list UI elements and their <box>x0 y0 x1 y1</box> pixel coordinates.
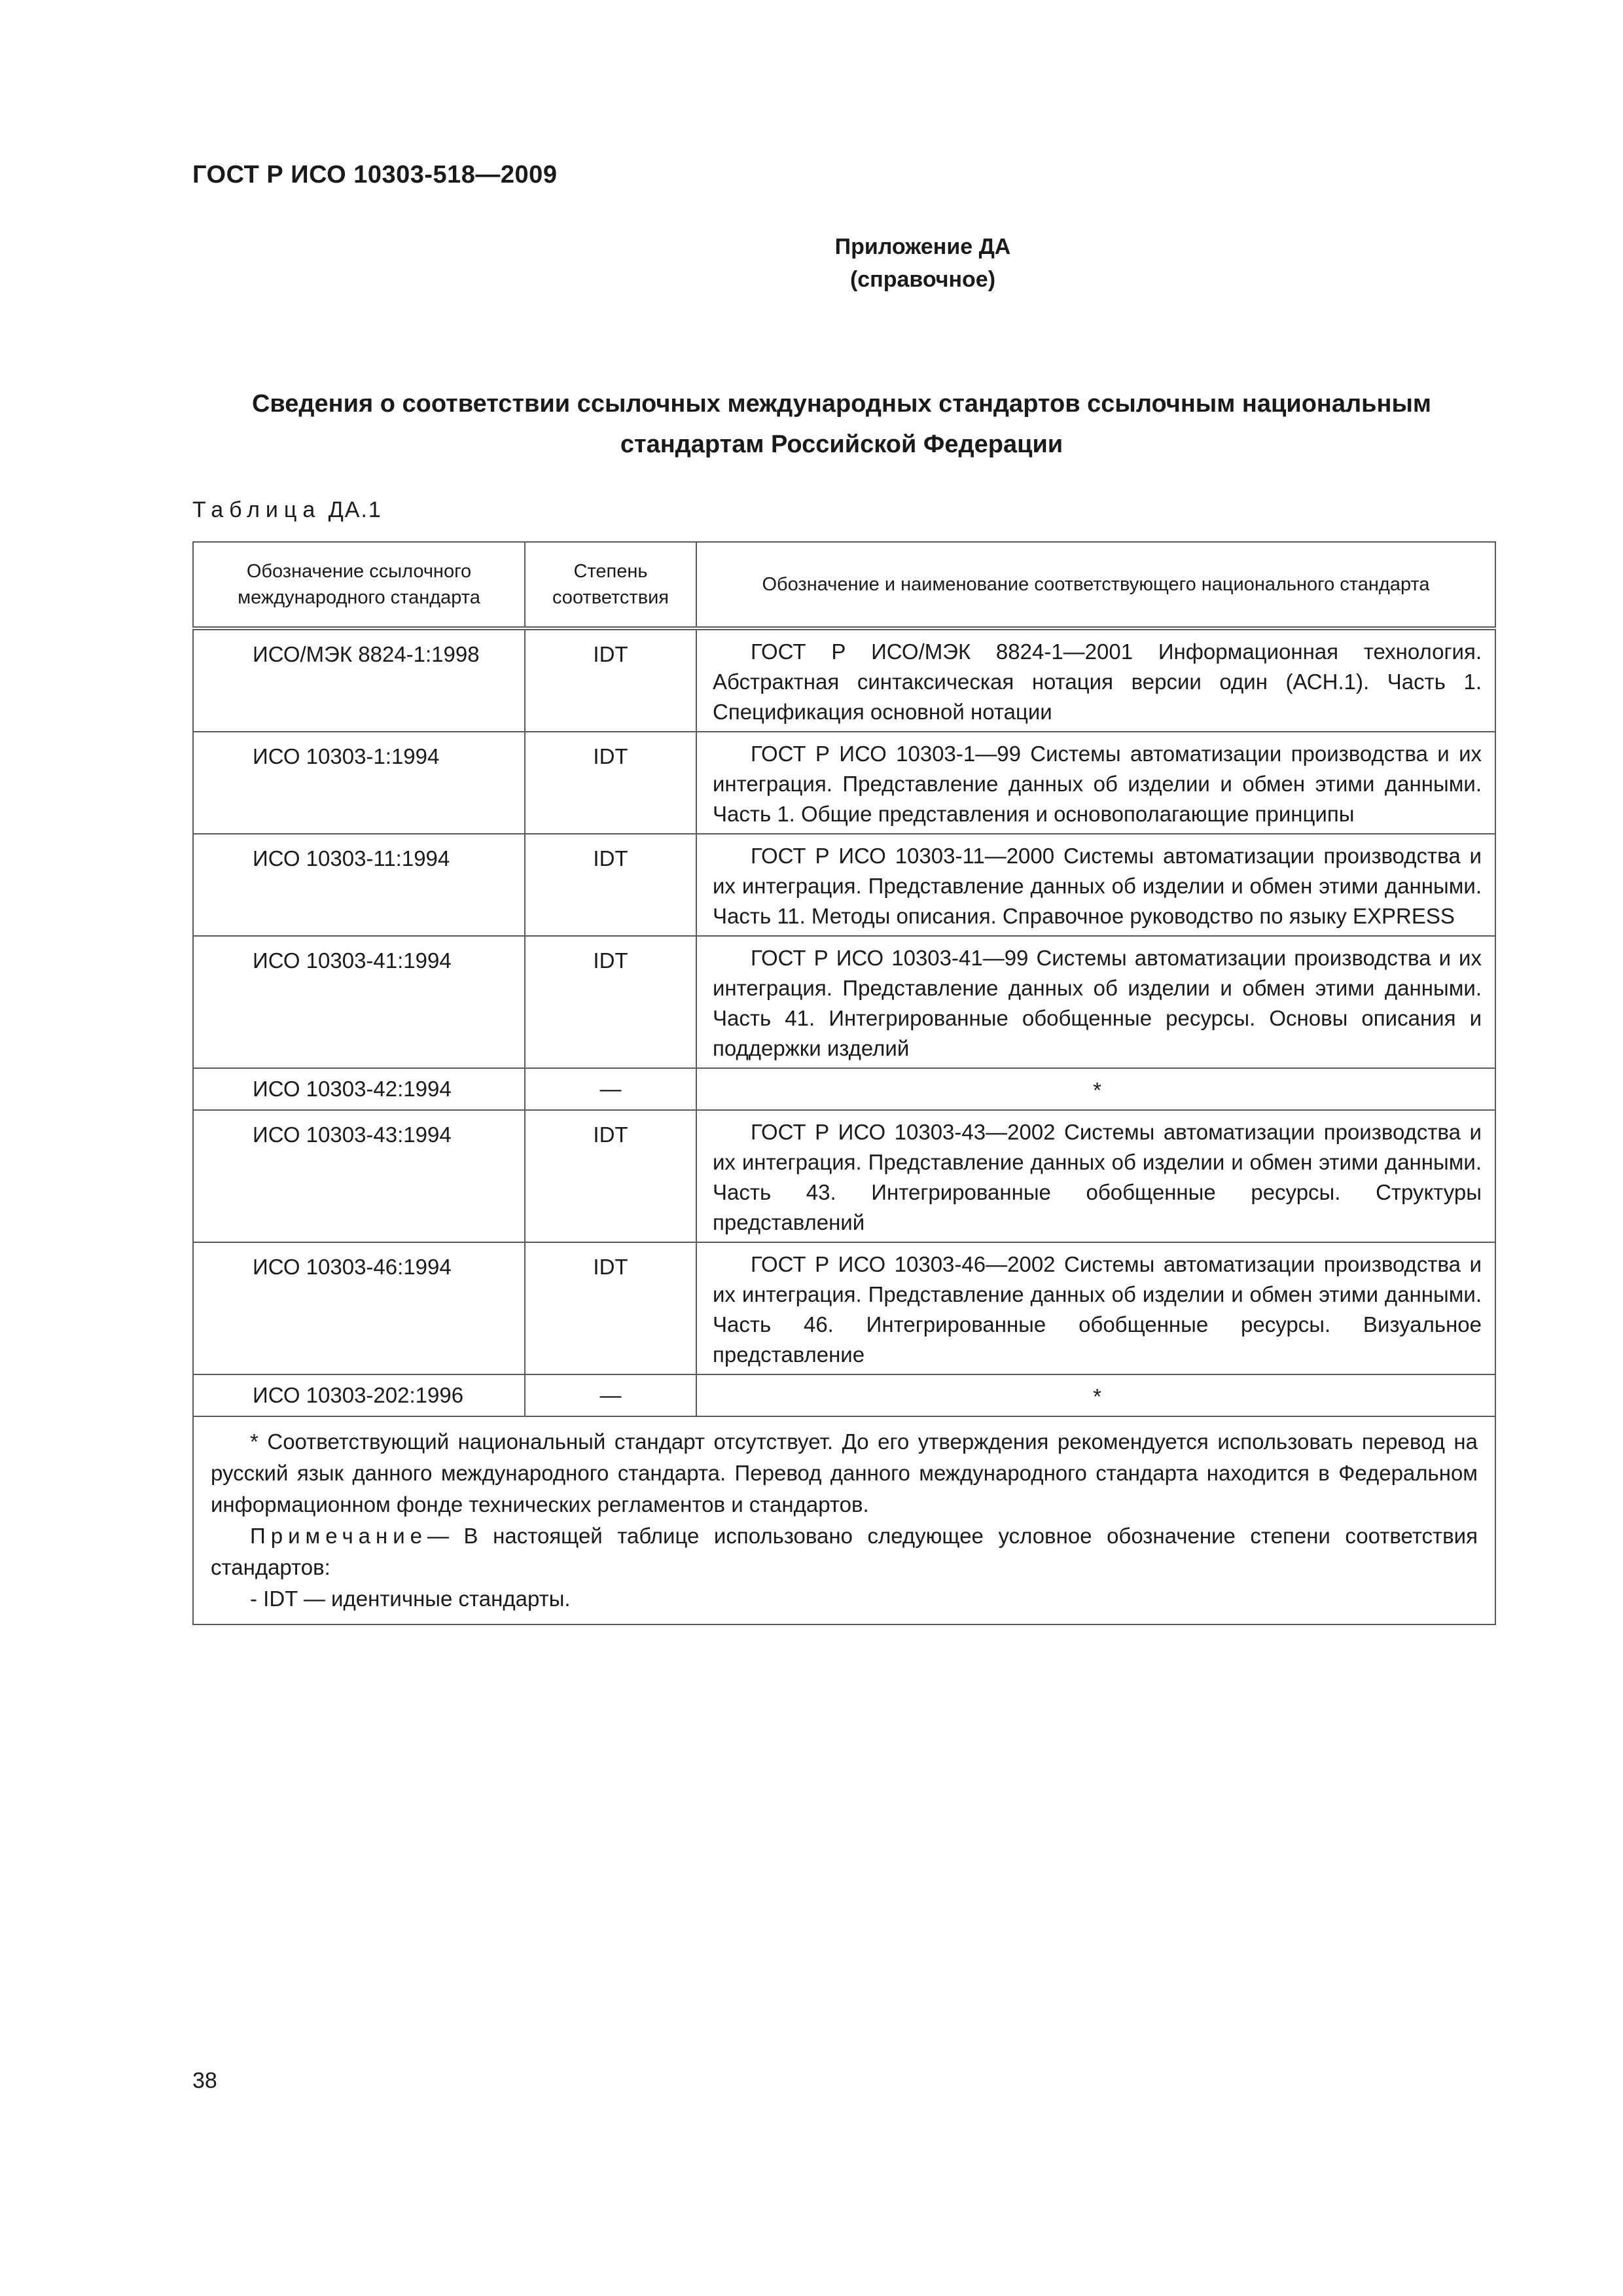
table-footnote-cell <box>193 1416 1495 1624</box>
page-number: 38 <box>192 2068 217 2093</box>
cell-national: ГОСТ Р ИСО 10303-46—2002 Системы автоматизации производства и их интеграция. Представление данных об изделии и обмен этими данными. Часть 46. Интегрированные обобщенные ресурсы. Визуальное представление <box>696 1242 1495 1374</box>
correspondence-table <box>192 541 1496 1625</box>
table-footnote-row <box>193 1416 1495 1624</box>
table-row <box>193 628 1495 732</box>
cell-intl: ИСО 10303-202:1996 <box>193 1374 525 1416</box>
table-row <box>193 732 1495 834</box>
cell-degree: IDT <box>525 834 696 936</box>
table-row <box>193 1242 1495 1374</box>
cell-national: * <box>696 1374 1495 1416</box>
cell-degree: IDT <box>525 936 696 1068</box>
cell-intl: ИСО 10303-41:1994 <box>193 936 525 1068</box>
cell-degree: IDT <box>525 1110 696 1242</box>
cell-national: ГОСТ Р ИСО 10303-41—99 Системы автоматизации производства и их интеграция. Представление данных об изделии и обмен этими данными. Часть 41. Интегрированные обобщенные ресурсы. Основы описания и поддержки изделий <box>696 936 1495 1068</box>
section-title-line-2: стандартам Российской Федерации <box>620 431 1063 458</box>
cell-national: ГОСТ Р ИСО 10303-43—2002 Системы автоматизации производства и их интеграция. Представление данных об изделии и обмен этими данными. Часть 43. Интегрированные обобщенные ресурсы. Структуры представлений <box>696 1110 1495 1242</box>
table-row <box>193 1110 1495 1242</box>
note-paragraph <box>211 1520 1478 1583</box>
cell-national: ГОСТ Р ИСО/МЭК 8824-1—2001 Информационная технология. Абстрактная синтаксическая нотация версии один (АСН.1). Часть 1. Спецификация основной нотации <box>696 628 1495 732</box>
note-word: Примечание <box>250 1524 428 1548</box>
table-header-row <box>193 542 1495 628</box>
cell-degree: IDT <box>525 732 696 834</box>
cell-intl: ИСО 10303-1:1994 <box>193 732 525 834</box>
note-text: — В настоящей таблице использовано следующее условное обозначение степени соответствия стандартов: <box>211 1524 1478 1579</box>
annex-heading <box>0 230 1623 296</box>
note-item: - IDT — идентичные стандарты. <box>250 1587 571 1611</box>
cell-national: * <box>696 1068 1495 1110</box>
cell-degree: — <box>525 1068 696 1110</box>
footnote-text: * Соответствующий национальный стандарт отсутствует. До его утверждения рекомендуется использовать перевод на русский язык данного международного стандарта. Перевод данного международного стандарта находится в Федеральном информационном фонде технических регламентов и стандартов. <box>211 1429 1478 1516</box>
cell-degree: — <box>525 1374 696 1416</box>
cell-national: ГОСТ Р ИСО 10303-11—2000 Системы автоматизации производства и их интеграция. Представление данных об изделии и обмен этими данными. Часть 11. Методы описания. Справочное руководство по языку EXPRESS <box>696 834 1495 936</box>
document-code: ГОСТ Р ИСО 10303-518—2009 <box>192 161 558 188</box>
table-caption-number: ДА.1 <box>328 497 382 522</box>
cell-intl: ИСО 10303-43:1994 <box>193 1110 525 1242</box>
section-title-line-1: Сведения о соответствии ссылочных международных стандартов ссылочным национальным <box>251 390 1432 418</box>
cell-degree: IDT <box>525 628 696 732</box>
table-row <box>193 1374 1495 1416</box>
cell-intl: ИСО 10303-11:1994 <box>193 834 525 936</box>
table-caption-word: Таблица <box>192 497 321 522</box>
cell-degree: IDT <box>525 1242 696 1374</box>
annex-kind: (справочное) <box>849 267 996 292</box>
header-intl-standard: Обозначение ссылочного международного стандарта <box>193 542 525 628</box>
annex-title: Приложение ДА <box>834 234 1011 259</box>
table-caption <box>192 497 382 523</box>
cell-intl: ИСО 10303-42:1994 <box>193 1068 525 1110</box>
section-title <box>192 384 1491 465</box>
table-row <box>193 1068 1495 1110</box>
cell-national: ГОСТ Р ИСО 10303-1—99 Системы автоматизации производства и их интеграция. Представление данных об изделии и обмен этими данными. Часть 1. Общие представления и основополагающие принципы <box>696 732 1495 834</box>
table-row <box>193 834 1495 936</box>
cell-intl: ИСО 10303-46:1994 <box>193 1242 525 1374</box>
cell-intl: ИСО/МЭК 8824-1:1998 <box>193 628 525 732</box>
table-row <box>193 936 1495 1068</box>
header-national-standard: Обозначение и наименование соответствующего национального стандарта <box>696 542 1495 628</box>
header-degree: Степень соответствия <box>525 542 696 628</box>
